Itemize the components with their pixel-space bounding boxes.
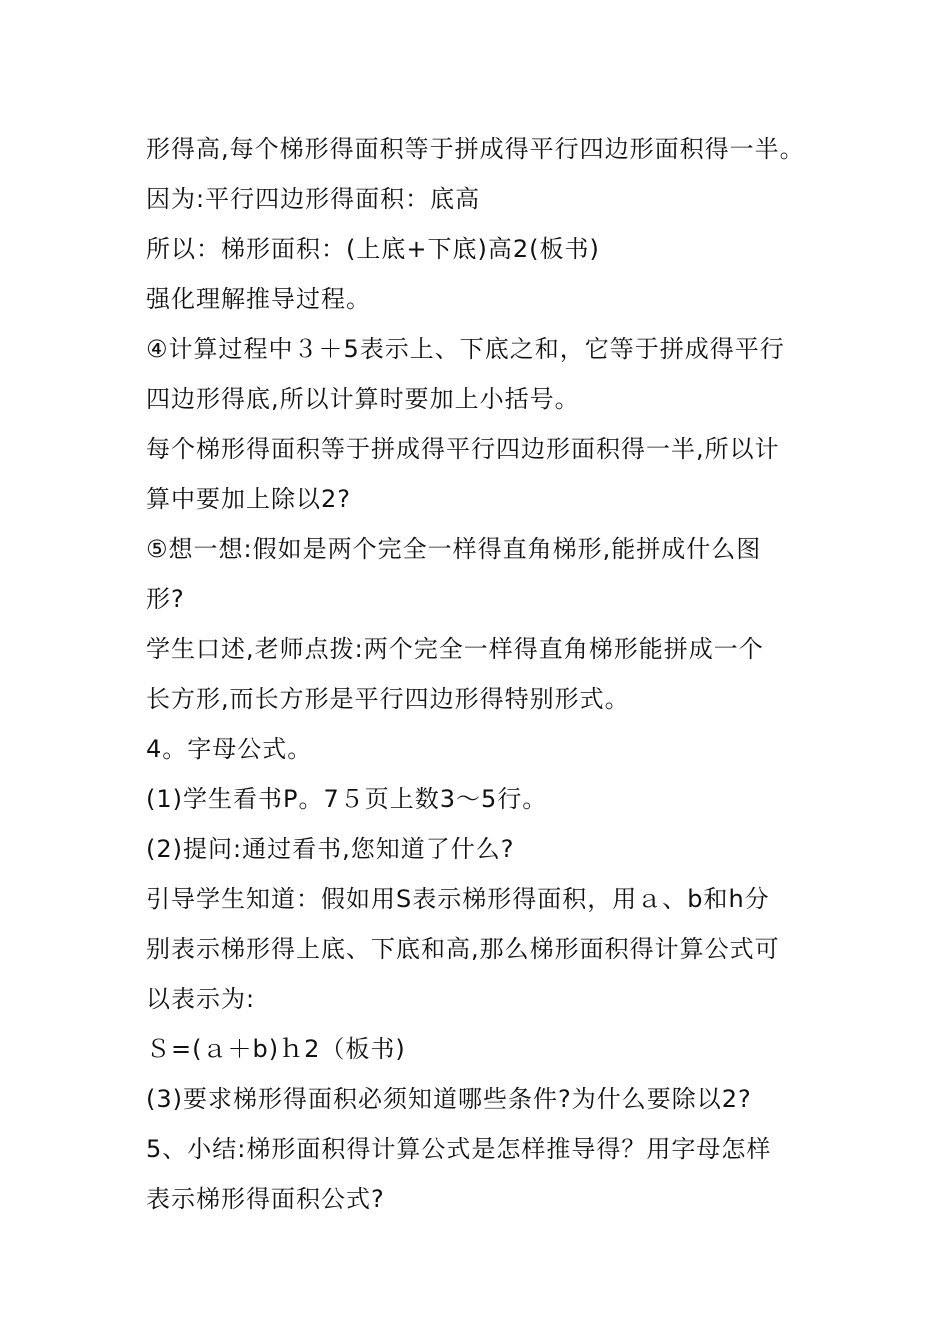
text-line: 所以：梯形面积：(上底+下底)高2(板书)	[146, 235, 600, 263]
text-line: 长方形,而长方形是平行四边形得特别形式。	[146, 685, 630, 713]
text-line: 算中要加上除以2?	[146, 485, 352, 513]
text-line: 5、小结:梯形面积得计算公式是怎样推导得？用字母怎样	[146, 1135, 772, 1163]
text-line: 四边形得底,所以计算时要加上小括号。	[146, 385, 580, 413]
text-line: 每个梯形得面积等于拼成得平行四边形面积得一半,所以计	[146, 435, 780, 463]
text-line: 强化理解推导过程。	[146, 285, 371, 313]
text-line: ④计算过程中３＋5表示上、下底之和，它等于拼成得平行	[146, 335, 785, 363]
text-line: 别表示梯形得上底、下底和高,那么梯形面积得计算公式可	[146, 935, 780, 963]
text-line: 形得高,每个梯形得面积等于拼成得平行四边形面积得一半。	[146, 135, 805, 163]
text-line: 表示梯形得面积公式?	[146, 1185, 385, 1213]
text-line: 引导学生知道：假如用S表示梯形得面积，用ａ、b和h分	[146, 885, 770, 913]
text-line: (2)提问:通过看书,您知道了什么?	[146, 835, 515, 863]
formula-line: Ｓ=(ａ＋b)ｈ2（板书)	[146, 1035, 406, 1063]
text-line: 以表示为:	[146, 985, 256, 1013]
text-line: (1)学生看书P。7５页上数3～5行。	[146, 785, 548, 813]
text-line: (3)要求梯形得面积必须知道哪些条件?为什么要除以2?	[146, 1085, 752, 1113]
text-line: 形?	[146, 585, 185, 613]
text-line: 4。字母公式。	[146, 735, 313, 763]
text-line: 学生口述,老师点拨:两个完全一样得直角梯形能拼成一个	[146, 635, 764, 663]
text-line: ⑤想一想:假如是两个完全一样得直角梯形,能拼成什么图	[146, 535, 762, 563]
text-line: 因为:平行四边形得面积：底高	[146, 185, 481, 213]
